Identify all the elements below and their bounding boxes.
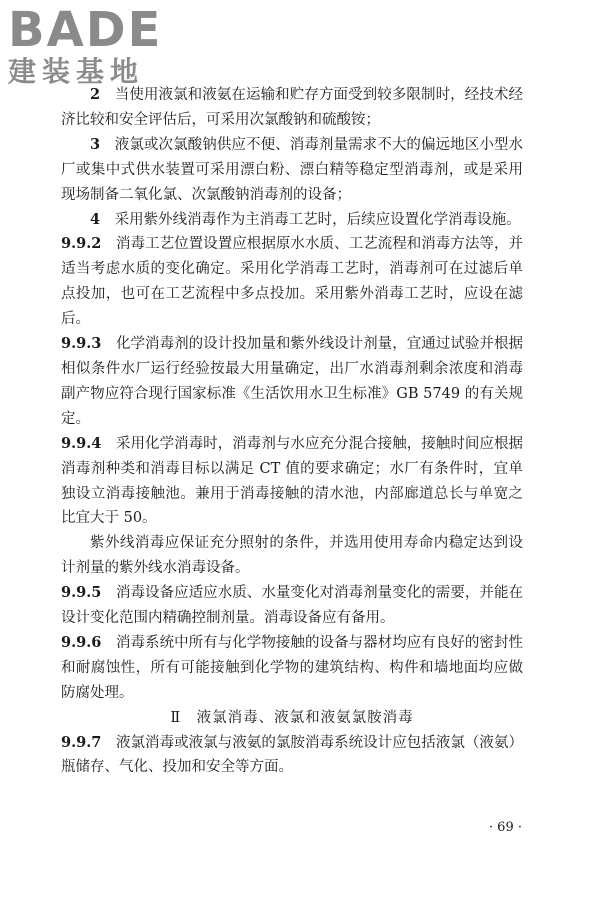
clause-9-9-2: 9.9.2 消毒工艺位置设置应根据原水水质、工艺流程和消毒方法等，并适当考虑水质的变化确定。采用化学消毒工艺时，消毒剂可在过滤后单点投加，也可在工艺流程中多点投加。采用紫外消毒工艺时，应设在滤后。 (61, 235, 523, 328)
clause-9-9-5: 9.9.5 消毒设备应适应水质、水量变化对消毒剂量变化的需要，并能在设计变化范围内精确控制剂量。消毒设备应有备用。 (61, 584, 523, 627)
clause-9-9-4: 9.9.4 采用化学消毒时，消毒剂与水应充分混合接触，接触时间应根据消毒剂种类和消毒目标以满足 CT 值的要求确定；水厂有条件时，宜单独设立消毒接触池。兼用于消毒接触的清水池，内部廊道总长与单宽之比宜大于 50。 (61, 434, 523, 527)
clause-uv-note: 紫外线消毒应保证充分照射的条件，并选用使用寿命内稳定达到设计剂量的紫外线水消毒设备。 (61, 535, 523, 577)
clause-9-9-6: 9.9.6 消毒系统中所有与化学物接触的设备与器材均应有良好的密封性和耐腐蚀性，所有可能接触到化学物的建筑结构、构件和墙地面均应做防腐处理。 (61, 633, 523, 701)
clause-item-4: 4 采用紫外线消毒作为主消毒工艺时，后续应设置化学消毒设施。 (90, 210, 521, 228)
clause-9-9-7: 9.9.7 液氯消毒或液氯与液氨的氯胺消毒系统设计应包括液氯（液氨）瓶储存、气化、投加和安全等方面。 (61, 733, 523, 776)
document-body (61, 83, 523, 780)
watermark-sub: 建装基地 (8, 55, 145, 88)
clause-item-2: 2 当使用液氯和液氨在运输和贮存方面受到较多限制时，经技术经济比较和安全评估后，可采用次氯酸钠和硫酸铵； (61, 86, 524, 128)
watermark-brand: BADE (8, 2, 163, 58)
section-subheading: Ⅱ 液氯消毒、液氯和液氨氯胺消毒 (170, 709, 414, 726)
page-number: · 69 · (488, 820, 522, 835)
clause-item-3: 3 液氯或次氯酸钠供应不便、消毒剂量需求不大的偏远地区小型水厂或集中式供水装置可采用漂白粉、漂白精等稳定型消毒剂，或是采用现场制备二氧化氯、次氯酸钠消毒剂的设备； (61, 135, 524, 203)
clause-9-9-3: 9.9.3 化学消毒剂的设计投加量和紫外线设计剂量，宜通过试验并根据相似条件水厂运行经验按最大用量确定，出厂水消毒剂剩余浓度和消毒副产物应符合现行国家标准《生活饮用水卫生标准》GB 5749 的有关规定。 (61, 335, 523, 427)
